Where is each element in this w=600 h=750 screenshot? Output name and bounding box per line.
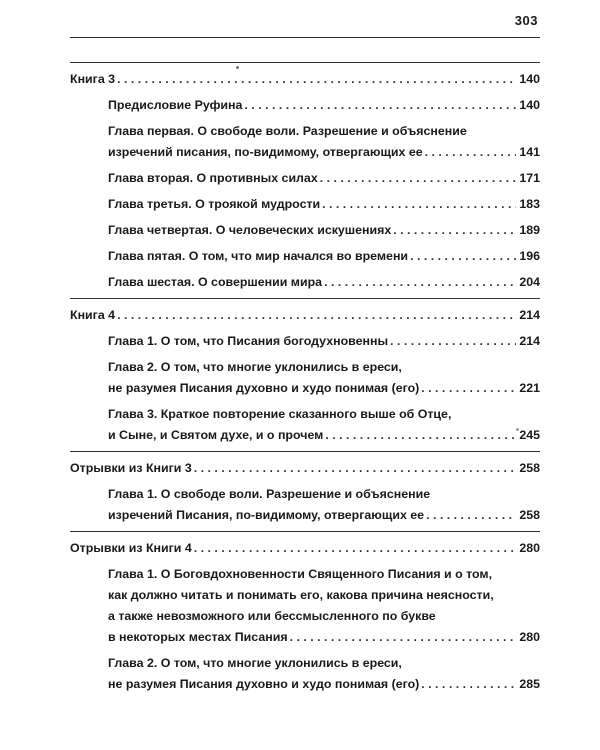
dot-leader	[324, 272, 516, 293]
dot-leader	[325, 425, 516, 446]
dot-leader	[244, 95, 516, 116]
toc-section-entry[interactable]	[70, 69, 540, 90]
dot-leader	[322, 194, 516, 215]
dot-leader	[421, 378, 516, 399]
page-number: 303	[514, 13, 538, 28]
toc-entry-text: Глава первая. О свободе воли. Разрешение и объяснение	[108, 124, 467, 138]
toc-entry-text: Глава 3. Краткое повторение сказанного выше об Отце,	[108, 407, 452, 421]
dot-leader	[410, 246, 516, 267]
toc-page-number: 221	[519, 381, 540, 395]
toc-page-number: 196	[519, 249, 540, 263]
toc-page-number: 280	[519, 541, 540, 555]
toc-entry-text: Глава вторая. О противных силах	[108, 171, 318, 185]
toc-page-number: 189	[519, 223, 540, 237]
toc-entry-text: Глава 2. О том, что многие уклонились в ереси,	[108, 360, 402, 374]
toc-chapter-entry[interactable]	[70, 194, 540, 215]
toc-entry-text: не разумея Писания духовно и худо понимая (его)	[108, 677, 420, 691]
toc-entry-text: не разумея Писания духовно и худо понимая (его)	[108, 381, 420, 395]
toc-entry-text: Глава пятая. О том, что мир начался во времени	[108, 249, 409, 263]
toc-page-number: 245	[519, 428, 540, 442]
toc-section-entry[interactable]	[70, 538, 540, 559]
toc-section-entry[interactable]	[70, 458, 540, 479]
toc-page-number: 285	[519, 677, 540, 691]
toc-page-number: 141	[519, 145, 540, 159]
toc-entry-text: в некоторых местах Писания	[108, 630, 288, 644]
dot-leader	[194, 458, 516, 479]
toc-entry-text: Глава 1. О свободе воли. Разрешение и объяснение	[108, 487, 431, 501]
toc-page-number: 140	[519, 98, 540, 112]
toc-entry-text: Глава шестая. О совершении мира	[108, 275, 323, 289]
toc-entry-text: Глава 1. О том, что Писания богодухновенны	[108, 334, 389, 348]
dot-leader	[194, 538, 516, 559]
toc-chapter-entry[interactable]	[70, 653, 540, 695]
toc-chapter-entry[interactable]	[70, 331, 540, 352]
toc-entry-text: Отрывки из Книги 3	[70, 461, 192, 475]
toc-entry-text: Глава 2. О том, что многие уклонились в ереси,	[108, 656, 402, 670]
toc-chapter-entry[interactable]	[70, 246, 540, 267]
header-rule	[70, 37, 540, 38]
toc-entry-text: Книга 3	[70, 72, 116, 86]
dot-leader	[117, 305, 516, 326]
toc-chapter-entry[interactable]	[70, 272, 540, 293]
scan-speck	[236, 66, 239, 69]
toc-page-number: 258	[519, 461, 540, 475]
toc-entry-text: как должно читать и понимать его, какова причина неясности,	[108, 588, 494, 602]
toc-page-number: 183	[519, 197, 540, 211]
dot-leader	[426, 505, 516, 526]
toc-chapter-entry[interactable]	[70, 564, 540, 648]
toc-page-number: 258	[519, 508, 540, 522]
toc-chapter-entry[interactable]	[70, 95, 540, 116]
toc-entry-text: изречений Писания, по-видимому, отвергающих ее	[108, 508, 425, 522]
table-of-contents	[70, 62, 540, 700]
toc-chapter-entry[interactable]	[70, 168, 540, 189]
toc-entry-text: и Сыне, и Святом духе, и о прочем	[108, 428, 324, 442]
toc-chapter-entry[interactable]	[70, 484, 540, 526]
toc-entry-text: изречений писания, по-видимому, отвергающих ее	[108, 145, 423, 159]
toc-chapter-entry[interactable]	[70, 121, 540, 163]
toc-page-number: 280	[519, 630, 540, 644]
toc-entry-text: Отрывки из Книги 4	[70, 541, 192, 555]
toc-entry-text: Книга 4	[70, 308, 116, 322]
toc-page-number: 140	[519, 72, 540, 86]
toc-page-number: 214	[519, 334, 540, 348]
toc-chapter-entry[interactable]	[70, 220, 540, 241]
toc-entry-text: Глава третья. О троякой мудрости	[108, 197, 321, 211]
dot-leader	[117, 69, 516, 90]
dot-leader	[390, 331, 516, 352]
toc-chapter-entry[interactable]	[70, 404, 540, 446]
dot-leader	[290, 627, 516, 648]
toc-page-number: 214	[519, 308, 540, 322]
dot-leader	[393, 220, 516, 241]
toc-entry-text: а также невозможного или бессмысленного по букве	[108, 609, 436, 623]
dot-leader	[425, 142, 516, 163]
dot-leader	[320, 168, 516, 189]
toc-entry-text: Глава четвертая. О человеческих искушениях	[108, 223, 392, 237]
toc-entry-text: Глава 1. О Боговдохновенности Священного Писания и о том,	[108, 567, 493, 581]
toc-page-number: 204	[519, 275, 540, 289]
toc-chapter-entry[interactable]	[70, 357, 540, 399]
scan-speck	[516, 428, 519, 431]
toc-page-number: 171	[519, 171, 540, 185]
toc-entry-text: Предисловие Руфина	[108, 98, 243, 112]
toc-section-entry[interactable]	[70, 305, 540, 326]
dot-leader	[421, 674, 516, 695]
